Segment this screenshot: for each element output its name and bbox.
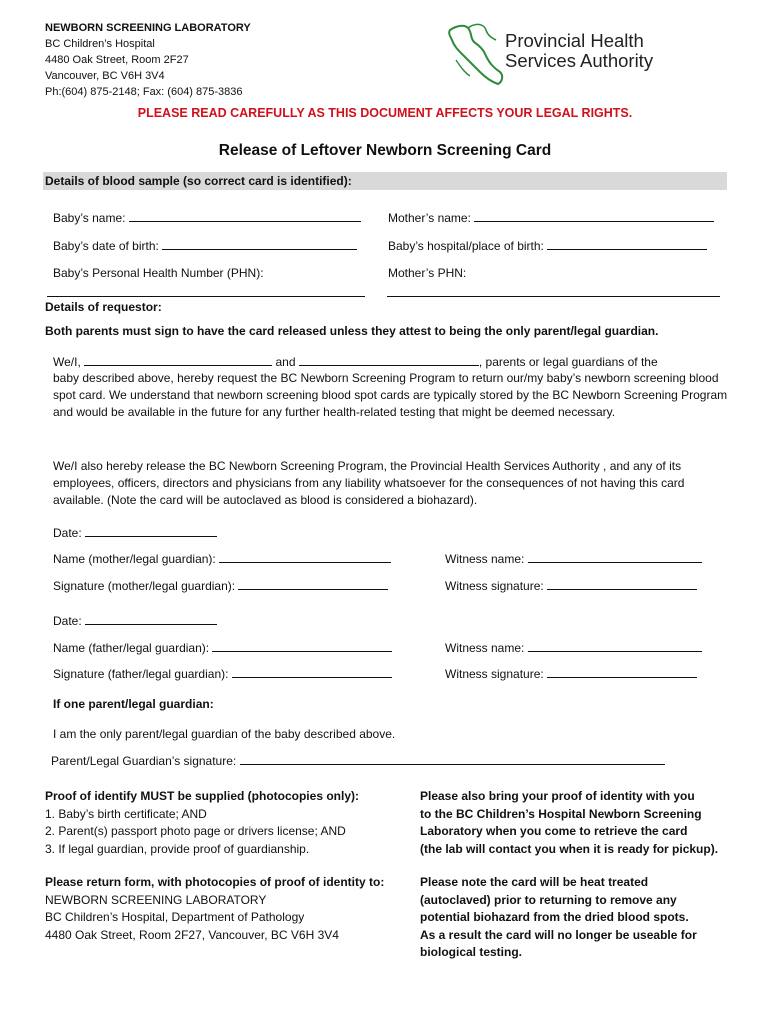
father-date-line[interactable]	[85, 613, 217, 625]
mother-name-field[interactable]	[388, 210, 714, 226]
father-signature-label: Signature (father/legal guardian):	[53, 667, 229, 681]
mother-phn-label: Mother’s PHN:	[388, 266, 467, 280]
we-prefix: We/I,	[53, 355, 81, 369]
baby-name-field[interactable]	[53, 210, 361, 226]
witness-name-line[interactable]	[528, 551, 702, 563]
mother-guardian-name-label: Name (mother/legal guardian):	[53, 552, 216, 566]
mother-signature-label: Signature (mother/legal guardian):	[53, 579, 236, 593]
baby-hospital-line[interactable]	[547, 238, 707, 250]
return-address	[45, 874, 415, 944]
mother-name-line[interactable]	[474, 210, 714, 222]
release-paragraph: We/I also hereby release the BC Newborn Screening Program, the Provincial Health Services Authority , and any of its employees, officers, directors and physicians from any liability whatsoever for the consequences of not having this card available. (Note the card will be autoclaved as blood is considered a biohazard).	[53, 459, 685, 507]
mother-name-label: Mother’s name:	[388, 211, 471, 225]
witness-name-label: Witness name:	[445, 641, 525, 655]
heat-treatment-note	[420, 874, 740, 962]
witness-signature-label: Witness signature:	[445, 667, 544, 681]
parent1-name-line[interactable]	[84, 354, 272, 366]
proof-heading: Proof of identify MUST be supplied (photocopies only):	[45, 789, 359, 803]
mother-phn-line[interactable]	[387, 285, 720, 297]
return-line: BC Children’s Hospital, Department of Pathology	[45, 910, 305, 924]
logo-wordmark	[505, 31, 653, 71]
proof-item: 1. Baby’s birth certificate; AND	[45, 806, 207, 821]
lab-address-line: Vancouver, BC V6H 3V4	[45, 70, 165, 82]
father-date-label: Date:	[53, 614, 82, 628]
both-parents-rule: Both parents must sign to have the card released unless they attest to being the only parent/legal guardian.	[45, 324, 659, 338]
single-parent-attest: I am the only parent/legal guardian of the baby described above.	[53, 727, 396, 741]
baby-dob-label: Baby’s date of birth:	[53, 239, 159, 253]
note-line: As a result the card will no longer be useable for	[420, 927, 697, 942]
father-guardian-name-line[interactable]	[212, 640, 392, 652]
logo-line: Provincial Health	[505, 30, 644, 51]
baby-dob-field[interactable]	[53, 238, 357, 254]
parent2-name-line[interactable]	[299, 354, 479, 366]
mother-name-sign-field[interactable]	[53, 551, 391, 567]
bring-proof-note	[420, 788, 740, 858]
return-heading: Please return form, with photocopies of proof of identity to:	[45, 875, 385, 889]
baby-phn-line[interactable]	[47, 285, 365, 297]
baby-dob-line[interactable]	[162, 238, 357, 250]
note-line: Laboratory when you come to retrieve the card	[420, 824, 688, 838]
single-parent-signature-line[interactable]	[240, 753, 665, 765]
father-date-field[interactable]	[53, 613, 217, 629]
baby-hospital-label: Baby’s hospital/place of birth:	[388, 239, 544, 253]
mother-date-field[interactable]	[53, 525, 217, 541]
lab-name: NEWBORN SCREENING LABORATORY	[45, 22, 251, 34]
lab-phone-fax: Ph:(604) 875-2148; Fax: (604) 875-3836	[45, 86, 243, 98]
request-text: baby described above, hereby request the BC Newborn Screening Program to return our/my baby’s newborn screening blood spot card. We understand that newborn screening blood spot cards are typically stored by the BC Newborn Screening Program and would be available in the future for any further health-related testing that might be deemed necessary.	[53, 371, 728, 419]
single-parent-signature-field[interactable]	[51, 753, 665, 769]
father-witness-name-field[interactable]	[445, 640, 702, 656]
lab-address-line: BC Children’s Hospital	[45, 38, 155, 50]
note-line: (the lab will contact you when it is ready for pickup).	[420, 841, 719, 856]
sample-section-heading: Details of blood sample (so correct card is identified):	[43, 172, 727, 190]
baby-phn-label: Baby’s Personal Health Number (PHN):	[53, 266, 264, 280]
note-line: potential biohazard from the dried blood spots.	[420, 910, 689, 924]
lab-address	[45, 20, 251, 100]
mother-witness-name-field[interactable]	[445, 551, 702, 567]
father-signature-line[interactable]	[232, 666, 392, 678]
proof-item: 3. If legal guardian, provide proof of guardianship.	[45, 841, 310, 856]
page-title: Release of Leftover Newborn Screening Card	[218, 142, 552, 159]
return-line: NEWBORN SCREENING LABORATORY	[45, 892, 267, 907]
mother-date-label: Date:	[53, 526, 82, 540]
baby-name-line[interactable]	[129, 210, 361, 222]
witness-name-line[interactable]	[528, 640, 702, 652]
logo-line: Services Authority	[505, 50, 654, 71]
mother-signature-line[interactable]	[238, 578, 388, 590]
father-witness-signature-field[interactable]	[445, 666, 697, 682]
baby-hospital-field[interactable]	[388, 238, 707, 254]
return-line: 4480 Oak Street, Room 2F27, Vancouver, BC V6H 3V4	[45, 927, 339, 942]
single-parent-signature-label: Parent/Legal Guardian’s signature:	[51, 754, 237, 768]
mother-guardian-name-line[interactable]	[219, 551, 391, 563]
note-line: Please also bring your proof of identity with you	[420, 789, 695, 803]
note-line: (autoclaved) prior to returning to remove any	[420, 892, 677, 907]
legal-warning: PLEASE READ CAREFULLY AS THIS DOCUMENT AFFECTS YOUR LEGAL RIGHTS.	[137, 106, 633, 120]
request-paragraph	[53, 354, 733, 421]
mother-signature-field[interactable]	[53, 578, 388, 594]
we-and: and	[275, 355, 296, 369]
mother-date-line[interactable]	[85, 525, 217, 537]
witness-signature-label: Witness signature:	[445, 579, 544, 593]
baby-name-label: Baby’s name:	[53, 211, 126, 225]
proof-of-identity	[45, 788, 415, 858]
mother-witness-signature-field[interactable]	[445, 578, 697, 594]
witness-signature-line[interactable]	[547, 578, 697, 590]
father-guardian-name-label: Name (father/legal guardian):	[53, 641, 210, 655]
witness-signature-line[interactable]	[547, 666, 697, 678]
proof-item: 2. Parent(s) passport photo page or drivers license; AND	[45, 824, 346, 838]
single-parent-heading: If one parent/legal guardian:	[53, 697, 214, 711]
we-line	[53, 354, 733, 370]
we-suffix: , parents or legal guardians of the	[478, 355, 658, 369]
witness-name-label: Witness name:	[445, 552, 525, 566]
note-line: biological testing.	[420, 945, 523, 959]
requestor-heading: Details of requestor:	[45, 300, 162, 314]
father-signature-field[interactable]	[53, 666, 392, 682]
father-name-sign-field[interactable]	[53, 640, 392, 656]
lab-address-line: 4480 Oak Street, Room 2F27	[45, 54, 189, 66]
note-line: Please note the card will be heat treated	[420, 875, 649, 889]
note-line: to the BC Children’s Hospital Newborn Screening	[420, 806, 702, 821]
